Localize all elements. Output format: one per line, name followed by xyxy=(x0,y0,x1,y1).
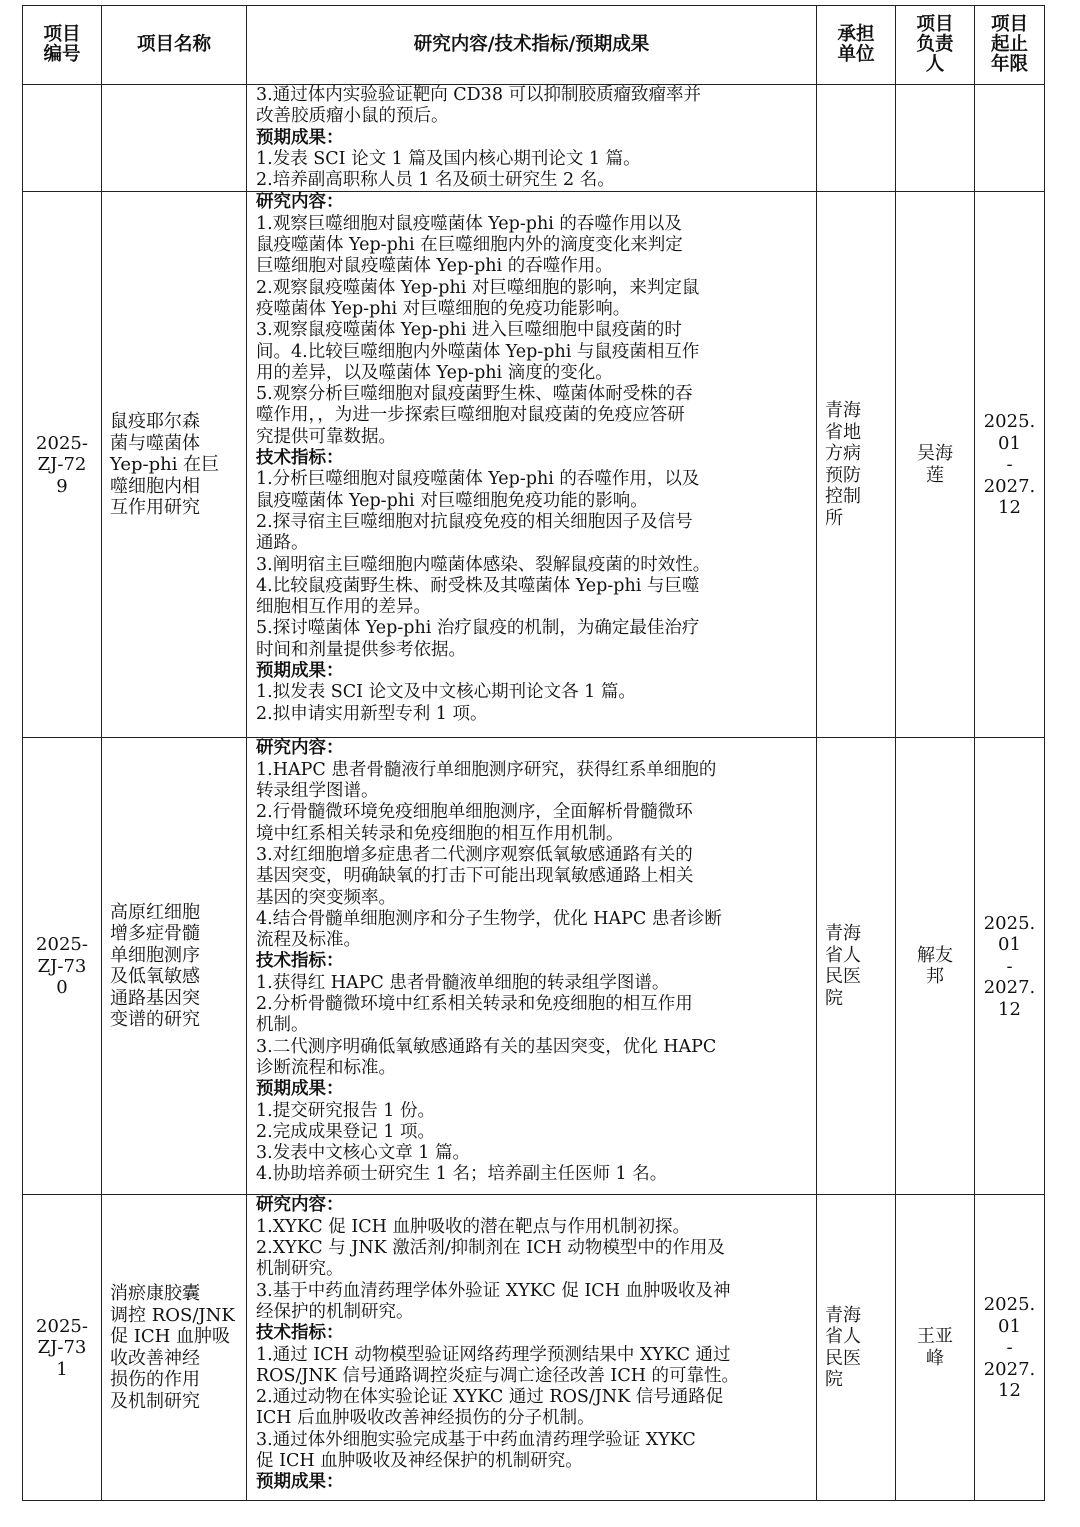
period-line: 2025. xyxy=(983,912,1036,934)
project-name-line: 高原红细胞 xyxy=(110,901,200,923)
project-content-cell xyxy=(247,1195,817,1501)
unit-line: 青海 xyxy=(825,923,861,945)
content-line: 4.比较鼠疫菌野生株、耐受株及其噬菌体 Yep-phi 与巨噬 xyxy=(256,575,700,596)
content-line: 2.完成成果登记 1 项。 xyxy=(256,1121,435,1142)
project-name-line: 互作用研究 xyxy=(110,497,200,519)
content-line: 究提供可靠数据。 xyxy=(256,426,396,447)
project-name-line: 通路基因突 xyxy=(110,987,200,1009)
unit-line: 民医 xyxy=(825,966,861,988)
unit-cell xyxy=(817,192,896,738)
table-row xyxy=(23,1195,1045,1501)
content-line: 时间和剂量提供参考依据。 xyxy=(256,639,466,660)
header-lead xyxy=(896,6,975,85)
content-line: 1.观察巨噬细胞对鼠疫噬菌体 Yep-phi 的吞噬作用以及 xyxy=(256,213,682,234)
content-line: 机制。 xyxy=(256,1015,309,1036)
content-line: 诊断流程和标准。 xyxy=(256,1057,396,1078)
section-heading: 研究内容： xyxy=(256,1195,344,1216)
unit-cell xyxy=(817,85,896,192)
section-heading: 预期成果： xyxy=(256,1472,344,1493)
period-line: 01 xyxy=(998,432,1021,454)
section-heading: 技术指标： xyxy=(256,1323,344,1344)
lead-line: 解友 xyxy=(917,944,953,966)
content-line: 通路。 xyxy=(256,533,309,554)
lead-line: 莲 xyxy=(926,464,944,486)
content-line: 3.通过体外细胞实验完成基于中药血清药理学验证 XYKC xyxy=(256,1429,696,1450)
content-line: 境中红系相关转录和免疫细胞的相互作用机制。 xyxy=(256,823,624,844)
content-line: 5.探讨噬菌体 Yep-phi 治疗鼠疫的机制，为确定最佳治疗 xyxy=(256,618,700,639)
project-content-cell xyxy=(247,85,817,192)
content-line: 1.发表 SCI 论文 1 篇及国内核心期刊论文 1 篇。 xyxy=(256,148,641,169)
content-line: 基因突变，明确缺氧的打击下可能出现氧敏感通路上相关 xyxy=(256,866,694,887)
unit-line: 青海 xyxy=(825,400,861,422)
unit-line: 省人 xyxy=(825,1326,861,1348)
project-name-line: 调控 ROS/JNK xyxy=(110,1304,235,1326)
project-name-line: 增多症骨髓 xyxy=(110,923,200,945)
content-line: 用的差异，以及噬菌体 Yep-phi 滴度的变化。 xyxy=(256,362,613,383)
table-row xyxy=(23,85,1045,192)
section-heading: 研究内容： xyxy=(256,738,344,759)
content-line: 基因的突变频率。 xyxy=(256,887,396,908)
content-line: 改善胶质瘤小鼠的预后。 xyxy=(256,106,449,127)
header-unit-line: 单位 xyxy=(837,44,875,65)
content-line: 经保护的机制研究。 xyxy=(256,1301,414,1322)
period-line: 2027. xyxy=(983,1358,1036,1380)
header-content: 研究内容/技术指标/预期成果 xyxy=(247,6,817,85)
unit-line: 院 xyxy=(825,987,843,1009)
period-line: 2027. xyxy=(983,977,1036,999)
project-name-line: 消瘀康胶囊 xyxy=(110,1283,200,1305)
project-no-cell xyxy=(23,1195,102,1501)
table-row xyxy=(23,192,1045,738)
header-lead-line: 项目 xyxy=(916,14,954,35)
content-line: 转录组学图谱。 xyxy=(256,781,379,802)
unit-line: 预防 xyxy=(825,464,861,486)
unit-cell xyxy=(817,738,896,1195)
content-line: 2.通过动物在体实验论证 XYKC 通过 ROS/JNK 信号通路促 xyxy=(256,1387,724,1408)
project-no-line: 2025- xyxy=(36,432,88,454)
period-line: - xyxy=(1006,955,1013,977)
content-line: 1.分析巨噬细胞对鼠疫噬菌体 Yep-phi 的吞噬作用，以及 xyxy=(256,469,700,490)
content-line: 1.HAPC 患者骨髓液行单细胞测序研究，获得红系单细胞的 xyxy=(256,759,717,780)
header-lead-line: 负责 xyxy=(916,34,954,55)
table-body xyxy=(23,85,1045,1501)
header-period-line: 起止 xyxy=(990,34,1028,55)
unit-cell xyxy=(817,1195,896,1501)
unit-line: 省人 xyxy=(825,944,861,966)
header-no-line: 编号 xyxy=(43,44,81,65)
section-heading: 预期成果： xyxy=(256,1079,344,1100)
content-line: 巨噬细胞对鼠疫噬菌体 Yep-phi 的吞噬作用。 xyxy=(256,256,613,277)
unit-line: 所 xyxy=(825,507,843,529)
period-cell xyxy=(975,1195,1045,1501)
lead-line: 吴海 xyxy=(917,443,953,465)
content-line: 3.二代测序明确低氧敏感通路有关的基因突变，优化 HAPC xyxy=(256,1036,717,1057)
project-no-cell xyxy=(23,85,102,192)
period-cell xyxy=(975,738,1045,1195)
project-no-line: ZJ-72 xyxy=(37,454,87,476)
period-line: 01 xyxy=(998,934,1021,956)
period-line: 12 xyxy=(998,497,1021,519)
project-name-cell xyxy=(102,85,247,192)
content-line: 细胞相互作用的差异。 xyxy=(256,597,431,618)
period-line: 2027. xyxy=(983,475,1036,497)
header-period xyxy=(975,6,1045,85)
lead-cell xyxy=(896,1195,975,1501)
lead-line: 峰 xyxy=(926,1347,944,1369)
project-name-cell xyxy=(102,1195,247,1501)
lead-cell xyxy=(896,192,975,738)
lead-cell xyxy=(896,738,975,1195)
content-line: 4.协助培养硕士研究生 1 名；培养副主任医师 1 名。 xyxy=(256,1164,668,1185)
project-name-cell xyxy=(102,192,247,738)
content-line: 3.基于中药血清药理学体外验证 XYKC 促 ICH 血肿吸收及神 xyxy=(256,1280,731,1301)
project-content-cell xyxy=(247,192,817,738)
period-cell xyxy=(975,85,1045,192)
content-line: 3.观察鼠疫噬菌体 Yep-phi 进入巨噬细胞中鼠疫菌的时 xyxy=(256,320,682,341)
section-heading: 预期成果： xyxy=(256,661,344,682)
content-line: 1.XYKC 促 ICH 血肿吸收的潜在靶点与作用机制初探。 xyxy=(256,1216,690,1237)
project-name-line: 及机制研究 xyxy=(110,1390,200,1412)
lead-cell xyxy=(896,85,975,192)
content-line: 机制研究。 xyxy=(256,1259,344,1280)
content-line: 间。4.比较巨噬细胞内外噬菌体 Yep-phi 与鼠疫菌相互作 xyxy=(256,341,700,362)
header-period-line: 年限 xyxy=(990,54,1028,75)
project-name-line: 及低氧敏感 xyxy=(110,966,200,988)
content-line: 疫噬菌体 Yep-phi 对巨噬细胞的免疫功能影响。 xyxy=(256,298,631,319)
project-name-line: 噬细胞内相 xyxy=(110,475,200,497)
project-name-line: 变谱的研究 xyxy=(110,1009,200,1031)
header-row xyxy=(23,6,1045,85)
header-no-line: 项目 xyxy=(43,24,81,45)
header-lead-line: 人 xyxy=(925,54,945,75)
content-line: 3.发表中文核心文章 1 篇。 xyxy=(256,1143,470,1164)
project-name-cell xyxy=(102,738,247,1195)
content-line: 2.培养副高职称人员 1 名及硕士研究生 2 名。 xyxy=(256,170,615,191)
period-line: - xyxy=(1006,454,1013,476)
content-line: 噬作用，，为进一步探索巨噬细胞对鼠疫菌的免疫应答研 xyxy=(256,405,685,426)
section-heading: 预期成果： xyxy=(256,127,344,148)
content-line: 4.结合骨髓单细胞测序和分子生物学，优化 HAPC 患者诊断 xyxy=(256,908,722,929)
period-line: 2025. xyxy=(983,411,1036,433)
table-row xyxy=(23,738,1045,1195)
project-name-line: 鼠疫耶尔森 xyxy=(110,411,200,433)
unit-line: 方病 xyxy=(825,443,861,465)
content-line: 2.行骨髓微环境免疫细胞单细胞测序，全面解析骨髓微环 xyxy=(256,802,693,823)
project-no-line: ZJ-73 xyxy=(37,1337,87,1359)
content-line: 1.获得红 HAPC 患者骨髓液单细胞的转录组学图谱。 xyxy=(256,972,670,993)
unit-line: 青海 xyxy=(825,1304,861,1326)
project-content-cell xyxy=(247,738,817,1195)
content-line: 促 ICH 血肿吸收及神经保护的机制研究。 xyxy=(256,1451,583,1472)
content-line: 3.阐明宿主巨噬细胞内噬菌体感染、裂解鼠疫菌的时效性。 xyxy=(256,554,711,575)
project-no-cell xyxy=(23,192,102,738)
content-line: 流程及标准。 xyxy=(256,930,361,951)
section-heading: 研究内容： xyxy=(256,192,344,213)
project-name-line: 损伤的作用 xyxy=(110,1369,200,1391)
project-no-line: 9 xyxy=(56,475,68,497)
project-name-line: 促 ICH 血肿吸 xyxy=(110,1326,231,1348)
project-no-cell xyxy=(23,738,102,1195)
period-cell xyxy=(975,192,1045,738)
period-line: 01 xyxy=(998,1315,1021,1337)
section-heading: 技术指标： xyxy=(256,951,344,972)
lead-line: 王亚 xyxy=(917,1326,953,1348)
content-line: 2.探寻宿主巨噬细胞对抗鼠疫免疫的相关细胞因子及信号 xyxy=(256,511,693,532)
header-project-name: 项目名称 xyxy=(102,6,247,85)
project-no-line: ZJ-73 xyxy=(37,955,87,977)
content-line: 1.提交研究报告 1 份。 xyxy=(256,1100,435,1121)
content-line: 鼠疫噬菌体 Yep-phi 在巨噬细胞内外的滴度变化来判定 xyxy=(256,235,683,256)
unit-line: 控制 xyxy=(825,486,861,508)
project-name-line: 收改善神经 xyxy=(110,1347,200,1369)
header-unit-line: 承担 xyxy=(837,24,875,45)
content-line: 2.XYKC 与 JNK 激活剂/抑制剂在 ICH 动物模型中的作用及 xyxy=(256,1238,725,1259)
header-project-no xyxy=(23,6,102,85)
project-name-line: 单细胞测序 xyxy=(110,944,200,966)
content-line: 3.通过体内实验验证靶向 CD38 可以抑制胶质瘤致瘤率并 xyxy=(256,85,702,105)
content-line: 2.拟申请实用新型专利 1 项。 xyxy=(256,703,488,724)
content-line: 1.通过 ICH 动物模型验证网络药理学预测结果中 XYKC 通过 xyxy=(256,1344,731,1365)
period-line: 12 xyxy=(998,998,1021,1020)
project-no-line: 2025- xyxy=(36,934,88,956)
content-line: 2.观察鼠疫噬菌体 Yep-phi 对巨噬细胞的影响，来判定鼠 xyxy=(256,277,700,298)
header-period-line: 项目 xyxy=(990,14,1028,35)
content-line: 2.分析骨髓微环境中红系相关转录和免疫细胞的相互作用 xyxy=(256,994,693,1015)
unit-line: 省地 xyxy=(825,421,861,443)
unit-line: 民医 xyxy=(825,1347,861,1369)
project-no-line: 0 xyxy=(56,977,68,999)
content-line: 5.观察分析巨噬细胞对鼠疫菌野生株、噬菌体耐受株的吞 xyxy=(256,384,693,405)
lead-line: 邦 xyxy=(926,966,944,988)
unit-line: 院 xyxy=(825,1369,843,1391)
content-line: ROS/JNK 信号通路调控炎症与凋亡途径改善 ICH 的可靠性。 xyxy=(256,1365,740,1386)
project-no-line: 2025- xyxy=(36,1315,88,1337)
content-line: 1.拟发表 SCI 论文及中文核心期刊论文各 1 篇。 xyxy=(256,682,636,703)
header-unit xyxy=(817,6,896,85)
project-no-line: 1 xyxy=(56,1358,68,1380)
project-table xyxy=(22,5,1045,1501)
section-heading: 技术指标： xyxy=(256,448,344,469)
period-line: - xyxy=(1006,1337,1013,1359)
content-line: 鼠疫噬菌体 Yep-phi 对巨噬细胞免疫功能的影响。 xyxy=(256,490,648,511)
period-line: 2025. xyxy=(983,1294,1036,1316)
period-line: 12 xyxy=(998,1380,1021,1402)
content-line: ICH 后血肿吸收改善神经损伤的分子机制。 xyxy=(256,1408,595,1429)
content-line: 3.对红细胞增多症患者二代测序观察低氧敏感通路有关的 xyxy=(256,844,693,865)
project-name-line: Yep-phi 在巨 xyxy=(110,454,220,476)
project-name-line: 菌与噬菌体 xyxy=(110,432,200,454)
